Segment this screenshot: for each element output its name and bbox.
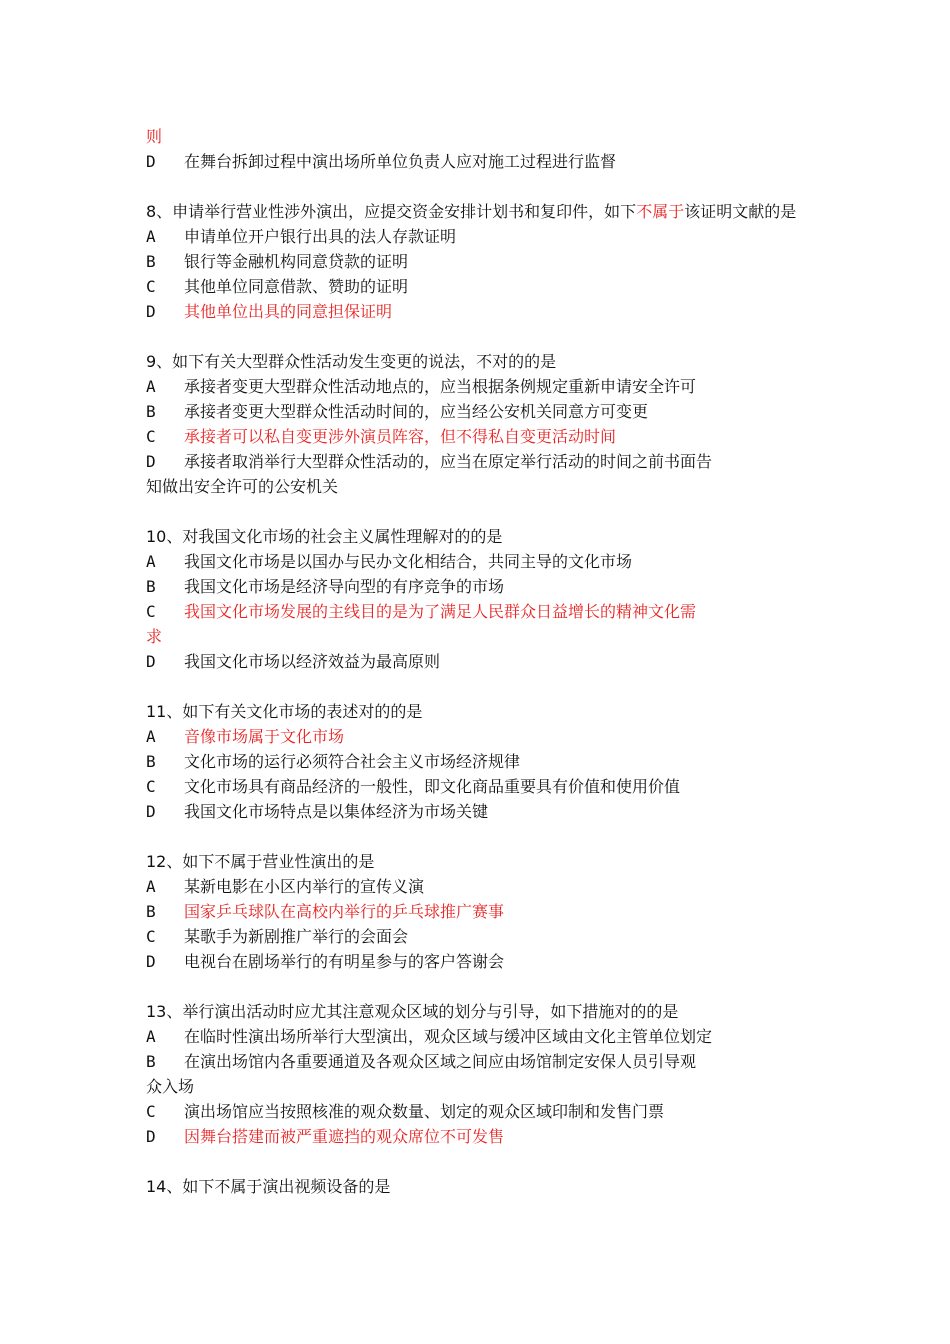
option-letter: B bbox=[146, 402, 156, 421]
option-letter: D bbox=[146, 952, 156, 971]
option-text: 国家乒乓球队在高校内举行的乒乓球推广赛事 bbox=[184, 902, 505, 921]
question-12 bbox=[146, 849, 810, 974]
option-a bbox=[146, 224, 810, 249]
question-stem: 13、举行演出活动时应尤其注意观众区域的划分与引导，如下措施对的的是 bbox=[146, 1002, 679, 1021]
question-list bbox=[146, 124, 810, 1199]
option-b bbox=[146, 1049, 810, 1074]
option-letter: C bbox=[146, 927, 156, 946]
option-d bbox=[146, 799, 810, 824]
option-letter: A bbox=[146, 877, 156, 896]
option-text: 演出场馆应当按照核准的观众数量、划定的观众区域印制和发售门票 bbox=[184, 1102, 665, 1121]
option-text: 其他单位同意借款、赞助的证明 bbox=[184, 277, 409, 296]
option-c bbox=[146, 774, 810, 799]
question-14 bbox=[146, 1174, 810, 1199]
stem-text-end: 该证明文献的是 bbox=[684, 202, 797, 221]
option-d bbox=[146, 949, 810, 974]
option-text: 电视台在剧场举行的有明星参与的客户答谢会 bbox=[184, 952, 505, 971]
question-stem bbox=[146, 199, 810, 224]
question-stem: 9、如下有关大型群众性活动发生变更的说法，不对的的是 bbox=[146, 352, 557, 371]
option-d-continuation: 知做出安全许可的公安机关 bbox=[146, 477, 339, 496]
option-letter: D bbox=[146, 802, 156, 821]
option-c-correct bbox=[146, 424, 810, 449]
option-b bbox=[146, 249, 810, 274]
option-a bbox=[146, 874, 810, 899]
option-text: 音像市场属于文化市场 bbox=[184, 727, 345, 746]
option-text: 承接者变更大型群众性活动时间的，应当经公安机关同意方可变更 bbox=[184, 402, 649, 421]
option-c bbox=[146, 1099, 810, 1124]
option-text: 承接者变更大型群众性活动地点的，应当根据条例规定重新申请安全许可 bbox=[184, 377, 697, 396]
option-letter: B bbox=[146, 752, 156, 771]
option-letter: C bbox=[146, 427, 156, 446]
option-letter: D bbox=[146, 302, 156, 321]
option-text: 某歌手为新剧推广举行的会面会 bbox=[184, 927, 409, 946]
option-text: 承接者可以私自变更涉外演员阵容，但不得私自变更活动时间 bbox=[184, 427, 617, 446]
option-text: 在舞台拆卸过程中演出场所单位负责人应对施工过程进行监督 bbox=[184, 152, 617, 171]
previous-option-continuation: 则 bbox=[146, 127, 163, 146]
option-text: 我国文化市场发展的主线目的是为了满足人民群众日益增长的精神文化需 bbox=[184, 602, 697, 621]
option-letter: C bbox=[146, 777, 156, 796]
option-letter: C bbox=[146, 1102, 156, 1121]
option-d bbox=[146, 649, 810, 674]
option-letter: D bbox=[146, 652, 156, 671]
option-b bbox=[146, 749, 810, 774]
option-text: 其他单位出具的同意担保证明 bbox=[184, 302, 393, 321]
option-letter: B bbox=[146, 577, 156, 596]
option-a-correct bbox=[146, 724, 810, 749]
option-letter: A bbox=[146, 1027, 156, 1046]
option-letter: B bbox=[146, 902, 156, 921]
stem-text: 8、申请举行营业性涉外演出，应提交资金安排计划书和复印件，如下 bbox=[146, 202, 637, 221]
option-text: 某新电影在小区内举行的宣传义演 bbox=[184, 877, 425, 896]
option-a bbox=[146, 374, 810, 399]
option-letter: C bbox=[146, 602, 156, 621]
option-text: 在演出场馆内各重要通道及各观众区域之间应由场馆制定安保人员引导观 bbox=[184, 1052, 697, 1071]
option-b-continuation: 众入场 bbox=[146, 1077, 195, 1096]
option-letter: D bbox=[146, 452, 156, 471]
option-letter: D bbox=[146, 1127, 156, 1146]
option-text: 文化市场具有商品经济的一般性，即文化商品重要具有价值和使用价值 bbox=[184, 777, 681, 796]
option-text: 我国文化市场是经济导向型的有序竞争的市场 bbox=[184, 577, 505, 596]
option-d-correct bbox=[146, 1124, 810, 1149]
option-c-correct bbox=[146, 599, 810, 624]
question-stem: 10、对我国文化市场的社会主义属性理解对的的是 bbox=[146, 527, 503, 546]
option-text: 申请单位开户银行出具的法人存款证明 bbox=[184, 227, 457, 246]
option-text: 在临时性演出场所举行大型演出，观众区域与缓冲区域由文化主管单位划定 bbox=[184, 1027, 713, 1046]
option-b bbox=[146, 574, 810, 599]
question-stem: 11、如下有关文化市场的表述对的的是 bbox=[146, 702, 423, 721]
option-c-continuation: 求 bbox=[146, 627, 163, 646]
question-9 bbox=[146, 349, 810, 499]
option-a bbox=[146, 1024, 810, 1049]
option-letter: A bbox=[146, 727, 156, 746]
option-text: 银行等金融机构同意贷款的证明 bbox=[184, 252, 409, 271]
option-text: 我国文化市场以经济效益为最高原则 bbox=[184, 652, 441, 671]
option-text: 文化市场的运行必须符合社会主义市场经济规律 bbox=[184, 752, 521, 771]
question-13 bbox=[146, 999, 810, 1149]
option-letter: A bbox=[146, 552, 156, 571]
option-b-correct bbox=[146, 899, 810, 924]
question-11 bbox=[146, 699, 810, 824]
question-10 bbox=[146, 524, 810, 674]
question-8 bbox=[146, 199, 810, 324]
option-letter: C bbox=[146, 277, 156, 296]
question-stem: 14、如下不属于演出视频设备的是 bbox=[146, 1177, 391, 1196]
question-stem: 12、如下不属于营业性演出的是 bbox=[146, 852, 375, 871]
option-text: 我国文化市场特点是以集体经济为市场关键 bbox=[184, 802, 489, 821]
option-c bbox=[146, 924, 810, 949]
option-letter: B bbox=[146, 252, 156, 271]
option-b bbox=[146, 399, 810, 424]
option-text: 承接者取消举行大型群众性活动的，应当在原定举行活动的时间之前书面告 bbox=[184, 452, 713, 471]
option-c bbox=[146, 274, 810, 299]
option-letter: D bbox=[146, 152, 156, 171]
option-letter: A bbox=[146, 377, 156, 396]
option-letter: B bbox=[146, 1052, 156, 1071]
option-a bbox=[146, 549, 810, 574]
option-d bbox=[146, 449, 810, 474]
option-text: 因舞台搭建而被严重遮挡的观众席位不可发售 bbox=[184, 1127, 505, 1146]
option-letter: A bbox=[146, 227, 156, 246]
stem-highlight: 不属于 bbox=[636, 202, 685, 221]
option-text: 我国文化市场是以国办与民办文化相结合，共同主导的文化市场 bbox=[184, 552, 633, 571]
option-d-correct bbox=[146, 299, 810, 324]
previous-option-d bbox=[146, 149, 810, 174]
